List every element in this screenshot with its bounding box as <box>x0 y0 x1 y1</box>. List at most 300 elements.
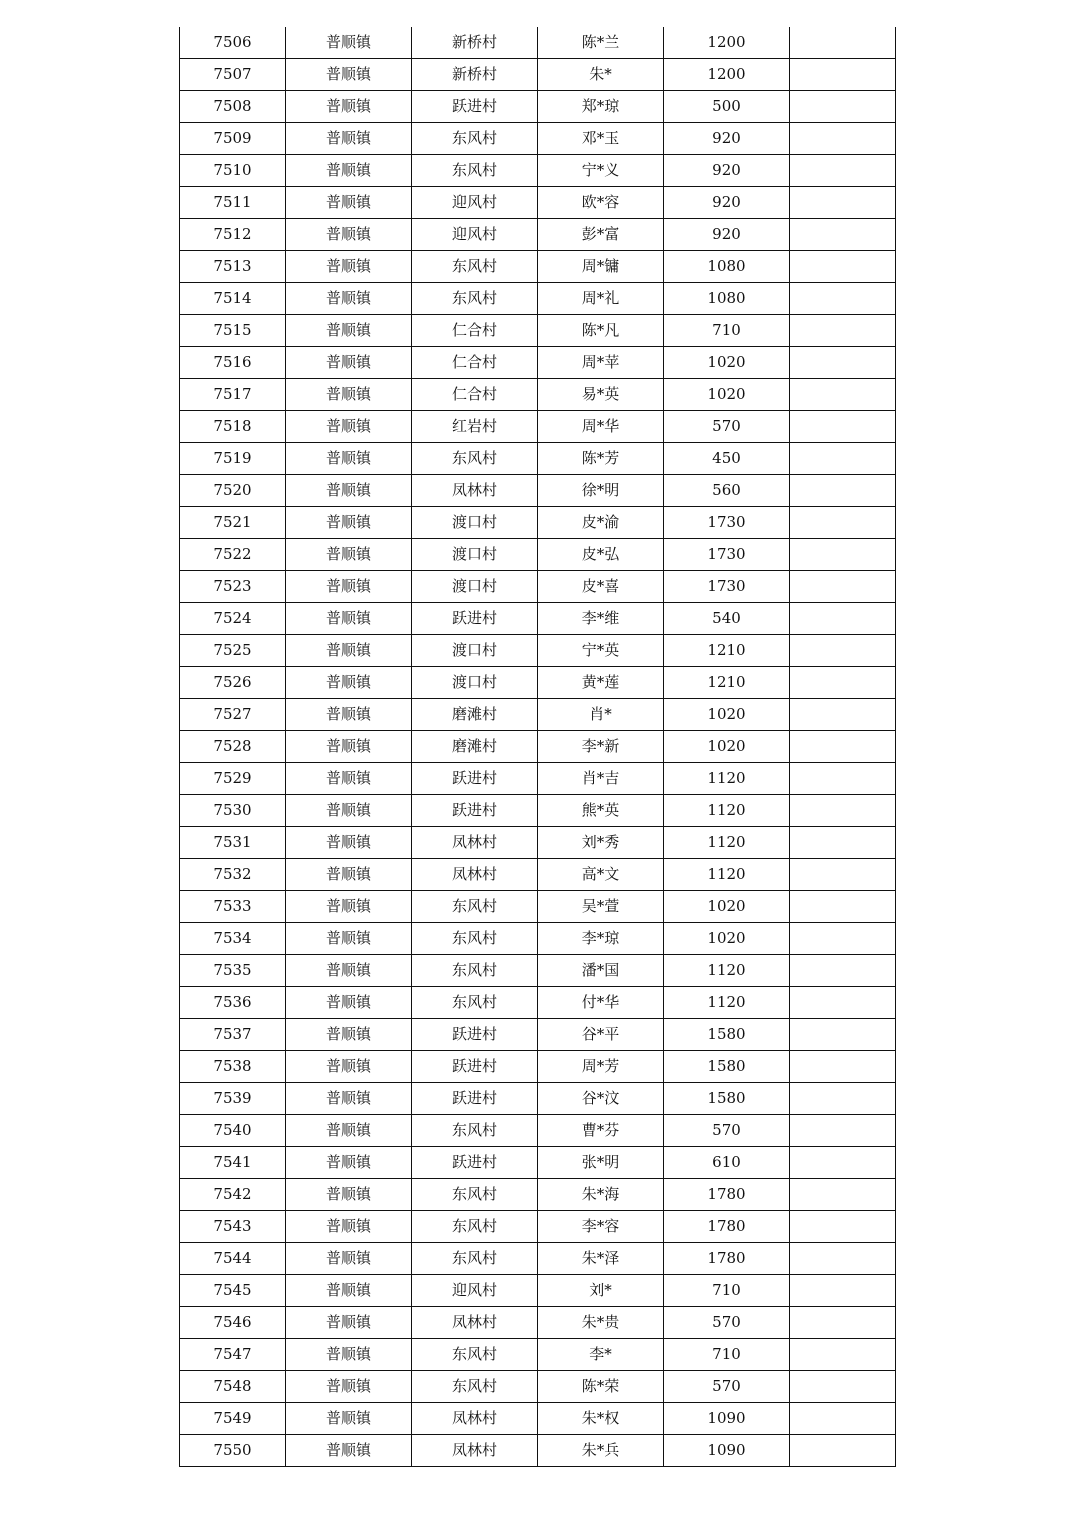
table-row <box>180 987 896 1019</box>
amount-cell: 710 <box>664 315 790 347</box>
remark-cell <box>790 443 896 475</box>
remark-cell <box>790 283 896 315</box>
amount-cell: 1730 <box>664 507 790 539</box>
village-cell: 渡口村 <box>412 539 538 571</box>
village-cell: 东风村 <box>412 1115 538 1147</box>
town-cell: 普顺镇 <box>286 1243 412 1275</box>
village-cell: 新桥村 <box>412 59 538 91</box>
name-cell: 徐*明 <box>538 475 664 507</box>
amount-cell: 1580 <box>664 1083 790 1115</box>
town-cell: 普顺镇 <box>286 283 412 315</box>
village-cell: 跃进村 <box>412 91 538 123</box>
village-cell: 东风村 <box>412 1243 538 1275</box>
table-row <box>180 699 896 731</box>
serial-number-cell: 7514 <box>180 283 286 315</box>
serial-number-cell: 7550 <box>180 1435 286 1467</box>
amount-cell: 1200 <box>664 59 790 91</box>
serial-number-cell: 7517 <box>180 379 286 411</box>
serial-number-cell: 7509 <box>180 123 286 155</box>
town-cell: 普顺镇 <box>286 763 412 795</box>
village-cell: 红岩村 <box>412 411 538 443</box>
amount-cell: 1080 <box>664 283 790 315</box>
name-cell: 高*文 <box>538 859 664 891</box>
town-cell: 普顺镇 <box>286 1019 412 1051</box>
town-cell: 普顺镇 <box>286 379 412 411</box>
town-cell: 普顺镇 <box>286 315 412 347</box>
table-row <box>180 1435 896 1467</box>
remark-cell <box>790 1275 896 1307</box>
name-cell: 付*华 <box>538 987 664 1019</box>
village-cell: 凤林村 <box>412 1307 538 1339</box>
town-cell: 普顺镇 <box>286 123 412 155</box>
table-row <box>180 411 896 443</box>
amount-cell: 1120 <box>664 795 790 827</box>
name-cell: 陈*兰 <box>538 27 664 59</box>
name-cell: 朱*兵 <box>538 1435 664 1467</box>
serial-number-cell: 7547 <box>180 1339 286 1371</box>
town-cell: 普顺镇 <box>286 347 412 379</box>
remark-cell <box>790 1371 896 1403</box>
village-cell: 凤林村 <box>412 859 538 891</box>
town-cell: 普顺镇 <box>286 1115 412 1147</box>
serial-number-cell: 7506 <box>180 27 286 59</box>
amount-cell: 1020 <box>664 891 790 923</box>
table-row <box>180 635 896 667</box>
serial-number-cell: 7540 <box>180 1115 286 1147</box>
remark-cell <box>790 507 896 539</box>
village-cell: 东风村 <box>412 251 538 283</box>
name-cell: 曹*芬 <box>538 1115 664 1147</box>
remark-cell <box>790 891 896 923</box>
remark-cell <box>790 1147 896 1179</box>
village-cell: 跃进村 <box>412 795 538 827</box>
name-cell: 李*容 <box>538 1211 664 1243</box>
town-cell: 普顺镇 <box>286 1435 412 1467</box>
table-row <box>180 1083 896 1115</box>
remark-cell <box>790 763 896 795</box>
village-cell: 迎风村 <box>412 187 538 219</box>
village-cell: 东风村 <box>412 1179 538 1211</box>
remark-cell <box>790 1403 896 1435</box>
amount-cell: 1090 <box>664 1403 790 1435</box>
remark-cell <box>790 123 896 155</box>
table-row <box>180 1211 896 1243</box>
remark-cell <box>790 731 896 763</box>
table-row <box>180 1051 896 1083</box>
remark-cell <box>790 251 896 283</box>
amount-cell: 570 <box>664 1307 790 1339</box>
serial-number-cell: 7543 <box>180 1211 286 1243</box>
town-cell: 普顺镇 <box>286 731 412 763</box>
town-cell: 普顺镇 <box>286 891 412 923</box>
name-cell: 郑*琼 <box>538 91 664 123</box>
table-row <box>180 347 896 379</box>
amount-cell: 710 <box>664 1339 790 1371</box>
amount-cell: 1120 <box>664 859 790 891</box>
remark-cell <box>790 379 896 411</box>
remark-cell <box>790 411 896 443</box>
town-cell: 普顺镇 <box>286 1275 412 1307</box>
remark-cell <box>790 1019 896 1051</box>
amount-cell: 1120 <box>664 987 790 1019</box>
serial-number-cell: 7512 <box>180 219 286 251</box>
village-cell: 迎风村 <box>412 219 538 251</box>
amount-cell: 1020 <box>664 379 790 411</box>
serial-number-cell: 7539 <box>180 1083 286 1115</box>
table-row <box>180 667 896 699</box>
amount-cell: 500 <box>664 91 790 123</box>
town-cell: 普顺镇 <box>286 667 412 699</box>
table-row <box>180 283 896 315</box>
table-row <box>180 1275 896 1307</box>
amount-cell: 1090 <box>664 1435 790 1467</box>
village-cell: 仁合村 <box>412 379 538 411</box>
town-cell: 普顺镇 <box>286 603 412 635</box>
remark-cell <box>790 1243 896 1275</box>
town-cell: 普顺镇 <box>286 699 412 731</box>
town-cell: 普顺镇 <box>286 507 412 539</box>
remark-cell <box>790 667 896 699</box>
remark-cell <box>790 315 896 347</box>
village-cell: 跃进村 <box>412 603 538 635</box>
name-cell: 宁*英 <box>538 635 664 667</box>
name-cell: 陈*荣 <box>538 1371 664 1403</box>
village-cell: 新桥村 <box>412 27 538 59</box>
town-cell: 普顺镇 <box>286 539 412 571</box>
village-cell: 东风村 <box>412 1371 538 1403</box>
town-cell: 普顺镇 <box>286 1307 412 1339</box>
serial-number-cell: 7546 <box>180 1307 286 1339</box>
table-row <box>180 59 896 91</box>
amount-cell: 1210 <box>664 635 790 667</box>
village-cell: 东风村 <box>412 923 538 955</box>
serial-number-cell: 7544 <box>180 1243 286 1275</box>
table-row <box>180 1019 896 1051</box>
table-row <box>180 187 896 219</box>
name-cell: 李*琼 <box>538 923 664 955</box>
table-row <box>180 955 896 987</box>
serial-number-cell: 7541 <box>180 1147 286 1179</box>
name-cell: 皮*喜 <box>538 571 664 603</box>
name-cell: 皮*弘 <box>538 539 664 571</box>
serial-number-cell: 7535 <box>180 955 286 987</box>
name-cell: 朱* <box>538 59 664 91</box>
serial-number-cell: 7519 <box>180 443 286 475</box>
table-row <box>180 379 896 411</box>
amount-cell: 540 <box>664 603 790 635</box>
town-cell: 普顺镇 <box>286 859 412 891</box>
town-cell: 普顺镇 <box>286 1371 412 1403</box>
remark-cell <box>790 795 896 827</box>
name-cell: 周*镛 <box>538 251 664 283</box>
amount-cell: 1020 <box>664 923 790 955</box>
remark-cell <box>790 987 896 1019</box>
village-cell: 磨滩村 <box>412 699 538 731</box>
town-cell: 普顺镇 <box>286 1339 412 1371</box>
serial-number-cell: 7518 <box>180 411 286 443</box>
serial-number-cell: 7528 <box>180 731 286 763</box>
village-cell: 东风村 <box>412 891 538 923</box>
name-cell: 肖* <box>538 699 664 731</box>
name-cell: 陈*凡 <box>538 315 664 347</box>
remark-cell <box>790 571 896 603</box>
serial-number-cell: 7536 <box>180 987 286 1019</box>
table-row <box>180 923 896 955</box>
amount-cell: 920 <box>664 187 790 219</box>
village-cell: 东风村 <box>412 1339 538 1371</box>
amount-cell: 1780 <box>664 1243 790 1275</box>
table-row <box>180 763 896 795</box>
name-cell: 吴*萱 <box>538 891 664 923</box>
name-cell: 朱*海 <box>538 1179 664 1211</box>
serial-number-cell: 7532 <box>180 859 286 891</box>
town-cell: 普顺镇 <box>286 1179 412 1211</box>
amount-cell: 1780 <box>664 1211 790 1243</box>
table-row <box>180 1115 896 1147</box>
amount-cell: 1730 <box>664 539 790 571</box>
table-row <box>180 315 896 347</box>
table-row <box>180 859 896 891</box>
name-cell: 邓*玉 <box>538 123 664 155</box>
village-cell: 渡口村 <box>412 571 538 603</box>
serial-number-cell: 7548 <box>180 1371 286 1403</box>
serial-number-cell: 7507 <box>180 59 286 91</box>
table-row <box>180 155 896 187</box>
table-row <box>180 731 896 763</box>
table-row <box>180 1147 896 1179</box>
town-cell: 普顺镇 <box>286 1211 412 1243</box>
remark-cell <box>790 219 896 251</box>
table-row <box>180 1243 896 1275</box>
village-cell: 跃进村 <box>412 763 538 795</box>
table-row <box>180 443 896 475</box>
serial-number-cell: 7533 <box>180 891 286 923</box>
remark-cell <box>790 603 896 635</box>
remark-cell <box>790 1307 896 1339</box>
village-cell: 仁合村 <box>412 347 538 379</box>
amount-cell: 1020 <box>664 347 790 379</box>
name-cell: 熊*英 <box>538 795 664 827</box>
town-cell: 普顺镇 <box>286 27 412 59</box>
serial-number-cell: 7538 <box>180 1051 286 1083</box>
remark-cell <box>790 27 896 59</box>
name-cell: 朱*权 <box>538 1403 664 1435</box>
name-cell: 黄*莲 <box>538 667 664 699</box>
town-cell: 普顺镇 <box>286 1403 412 1435</box>
serial-number-cell: 7508 <box>180 91 286 123</box>
table-row <box>180 91 896 123</box>
serial-number-cell: 7527 <box>180 699 286 731</box>
town-cell: 普顺镇 <box>286 1051 412 1083</box>
remark-cell <box>790 1051 896 1083</box>
village-cell: 迎风村 <box>412 1275 538 1307</box>
amount-cell: 710 <box>664 1275 790 1307</box>
serial-number-cell: 7516 <box>180 347 286 379</box>
town-cell: 普顺镇 <box>286 187 412 219</box>
table-row <box>180 795 896 827</box>
village-cell: 渡口村 <box>412 667 538 699</box>
amount-cell: 1120 <box>664 827 790 859</box>
town-cell: 普顺镇 <box>286 795 412 827</box>
table-body <box>180 27 896 1467</box>
name-cell: 朱*贵 <box>538 1307 664 1339</box>
serial-number-cell: 7510 <box>180 155 286 187</box>
name-cell: 李*新 <box>538 731 664 763</box>
amount-cell: 560 <box>664 475 790 507</box>
amount-cell: 1780 <box>664 1179 790 1211</box>
name-cell: 彭*富 <box>538 219 664 251</box>
serial-number-cell: 7534 <box>180 923 286 955</box>
table-row <box>180 475 896 507</box>
village-cell: 跃进村 <box>412 1051 538 1083</box>
serial-number-cell: 7531 <box>180 827 286 859</box>
table-row <box>180 603 896 635</box>
amount-cell: 570 <box>664 1115 790 1147</box>
town-cell: 普顺镇 <box>286 443 412 475</box>
name-cell: 肖*吉 <box>538 763 664 795</box>
remark-cell <box>790 59 896 91</box>
amount-cell: 450 <box>664 443 790 475</box>
amount-cell: 920 <box>664 219 790 251</box>
serial-number-cell: 7526 <box>180 667 286 699</box>
table-row <box>180 571 896 603</box>
village-cell: 东风村 <box>412 987 538 1019</box>
village-cell: 渡口村 <box>412 507 538 539</box>
name-cell: 朱*泽 <box>538 1243 664 1275</box>
serial-number-cell: 7511 <box>180 187 286 219</box>
village-cell: 凤林村 <box>412 1403 538 1435</box>
serial-number-cell: 7524 <box>180 603 286 635</box>
serial-number-cell: 7521 <box>180 507 286 539</box>
amount-cell: 1200 <box>664 27 790 59</box>
serial-number-cell: 7549 <box>180 1403 286 1435</box>
serial-number-cell: 7537 <box>180 1019 286 1051</box>
amount-cell: 1730 <box>664 571 790 603</box>
town-cell: 普顺镇 <box>286 923 412 955</box>
town-cell: 普顺镇 <box>286 1147 412 1179</box>
name-cell: 周*礼 <box>538 283 664 315</box>
name-cell: 李* <box>538 1339 664 1371</box>
serial-number-cell: 7529 <box>180 763 286 795</box>
name-cell: 张*明 <box>538 1147 664 1179</box>
serial-number-cell: 7525 <box>180 635 286 667</box>
table-row <box>180 891 896 923</box>
remark-cell <box>790 1083 896 1115</box>
serial-number-cell: 7522 <box>180 539 286 571</box>
name-cell: 谷*汶 <box>538 1083 664 1115</box>
remark-cell <box>790 539 896 571</box>
table-row <box>180 539 896 571</box>
serial-number-cell: 7520 <box>180 475 286 507</box>
name-cell: 刘* <box>538 1275 664 1307</box>
remark-cell <box>790 91 896 123</box>
serial-number-cell: 7545 <box>180 1275 286 1307</box>
village-cell: 渡口村 <box>412 635 538 667</box>
village-cell: 凤林村 <box>412 1435 538 1467</box>
town-cell: 普顺镇 <box>286 987 412 1019</box>
remark-cell <box>790 187 896 219</box>
amount-cell: 610 <box>664 1147 790 1179</box>
village-cell: 磨滩村 <box>412 731 538 763</box>
table-row <box>180 507 896 539</box>
name-cell: 欧*容 <box>538 187 664 219</box>
village-cell: 东风村 <box>412 155 538 187</box>
village-cell: 仁合村 <box>412 315 538 347</box>
name-cell: 宁*义 <box>538 155 664 187</box>
amount-cell: 920 <box>664 155 790 187</box>
remark-cell <box>790 1179 896 1211</box>
name-cell: 易*英 <box>538 379 664 411</box>
village-cell: 东风村 <box>412 443 538 475</box>
town-cell: 普顺镇 <box>286 59 412 91</box>
table-row <box>180 827 896 859</box>
name-cell: 皮*渝 <box>538 507 664 539</box>
village-cell: 凤林村 <box>412 475 538 507</box>
serial-number-cell: 7530 <box>180 795 286 827</box>
remark-cell <box>790 1435 896 1467</box>
amount-cell: 1580 <box>664 1051 790 1083</box>
town-cell: 普顺镇 <box>286 635 412 667</box>
amount-cell: 1020 <box>664 731 790 763</box>
data-table <box>179 27 896 1467</box>
village-cell: 东风村 <box>412 955 538 987</box>
table-row <box>180 219 896 251</box>
remark-cell <box>790 1339 896 1371</box>
table-row <box>180 27 896 59</box>
remark-cell <box>790 923 896 955</box>
amount-cell: 1580 <box>664 1019 790 1051</box>
amount-cell: 570 <box>664 411 790 443</box>
table-row <box>180 1339 896 1371</box>
amount-cell: 920 <box>664 123 790 155</box>
serial-number-cell: 7513 <box>180 251 286 283</box>
remark-cell <box>790 859 896 891</box>
remark-cell <box>790 475 896 507</box>
remark-cell <box>790 827 896 859</box>
remark-cell <box>790 155 896 187</box>
name-cell: 谷*平 <box>538 1019 664 1051</box>
table-row <box>180 251 896 283</box>
remark-cell <box>790 1211 896 1243</box>
name-cell: 周*苹 <box>538 347 664 379</box>
amount-cell: 1080 <box>664 251 790 283</box>
name-cell: 刘*秀 <box>538 827 664 859</box>
remark-cell <box>790 347 896 379</box>
town-cell: 普顺镇 <box>286 411 412 443</box>
remark-cell <box>790 1115 896 1147</box>
town-cell: 普顺镇 <box>286 219 412 251</box>
name-cell: 周*华 <box>538 411 664 443</box>
amount-cell: 570 <box>664 1371 790 1403</box>
town-cell: 普顺镇 <box>286 571 412 603</box>
table-row <box>180 1371 896 1403</box>
town-cell: 普顺镇 <box>286 475 412 507</box>
town-cell: 普顺镇 <box>286 827 412 859</box>
table-row <box>180 1307 896 1339</box>
village-cell: 跃进村 <box>412 1147 538 1179</box>
name-cell: 陈*芳 <box>538 443 664 475</box>
town-cell: 普顺镇 <box>286 91 412 123</box>
town-cell: 普顺镇 <box>286 155 412 187</box>
village-cell: 跃进村 <box>412 1083 538 1115</box>
village-cell: 跃进村 <box>412 1019 538 1051</box>
village-cell: 凤林村 <box>412 827 538 859</box>
village-cell: 东风村 <box>412 283 538 315</box>
name-cell: 周*芳 <box>538 1051 664 1083</box>
town-cell: 普顺镇 <box>286 251 412 283</box>
table-row <box>180 1179 896 1211</box>
amount-cell: 1120 <box>664 955 790 987</box>
